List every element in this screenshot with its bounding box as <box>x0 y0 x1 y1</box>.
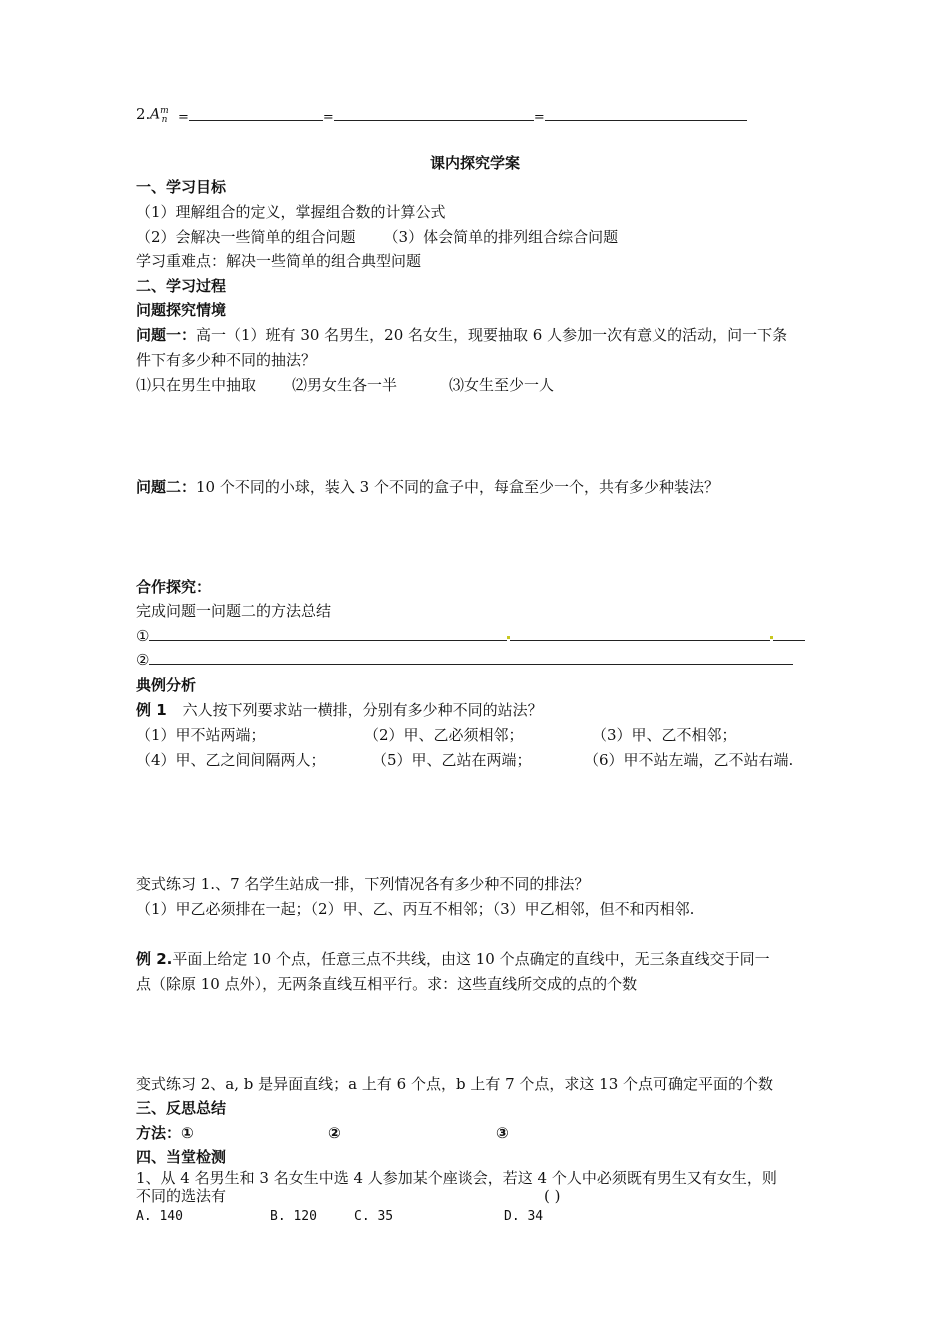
formula-blanks: = = = <box>178 106 747 125</box>
example-2: 例 2.平面上给定 10 个点，任意三点不共线，由这 10 个点确定的直线中，无三条直线交于同一 <box>136 950 770 968</box>
problem-1-cont: 件下有多少种不同的抽法？ <box>136 351 317 369</box>
blank-1[interactable] <box>189 106 323 121</box>
variant-1: 变式练习 1.、7 名学生站成一排，下列情况各有多少种不同的排法？ <box>136 875 590 893</box>
examples-heading: 典例分析 <box>136 676 197 694</box>
goal-2-3: （2）会解决一些简单的组合问题 （3）体会简单的排列组合综合问题 <box>136 228 619 246</box>
example-2-cont: 点（除原 10 点外），无两条直线互相平行。求：这些直线所交成的点的个数 <box>136 975 638 993</box>
formula-line <box>136 104 150 124</box>
method-line-1: ① <box>136 626 805 646</box>
check-question-1: 1、从 4 名男生和 3 名女生中选 4 人参加某个座谈会，若这 4 个人中必须既有男生又有女生，则 <box>136 1169 777 1187</box>
cooperative-text: 完成问题一问题二的方法总结 <box>136 602 332 620</box>
option-c[interactable]: C. 35 <box>354 1209 394 1224</box>
key-points: 学习重难点：解决一些简单的组合典型问题 <box>136 252 422 270</box>
variant-1-parts: （1）甲乙必须排在一起；（2）甲、乙、丙互不相邻；（3）甲乙相邻，但不和丙相邻. <box>136 900 695 918</box>
problem-2: 问题二：10 个不同的小球，装入 3 个不同的盒子中，每盒至少一个，共有多少种装法？ <box>136 478 719 496</box>
variant-2: 变式练习 2、a, b 是异面直线；a 上有 6 个点，b 上有 7 个点，求这 13 个点可确定平面的个数 <box>136 1075 774 1093</box>
formula-number: 2. <box>136 105 151 123</box>
method-blank-2[interactable] <box>149 650 793 665</box>
option-a[interactable]: A. 140 <box>136 1209 183 1224</box>
example-1: 例 1 六人按下列要求站一横排，分别有多少种不同的站法？ <box>136 701 543 719</box>
section-4-heading: 四、当堂检测 <box>136 1148 227 1166</box>
method-blank-1b[interactable] <box>510 626 770 641</box>
page-title: 课内探究学案 <box>429 154 520 172</box>
cooperative-heading: 合作探究： <box>136 578 212 596</box>
section-3-heading: 三、反思总结 <box>136 1099 227 1117</box>
subsection-problem: 问题探究情境 <box>136 301 227 319</box>
goal-1: （1）理解组合的定义，掌握组合数的计算公式 <box>136 203 446 221</box>
problem-1: 问题一：高一（1）班有 30 名男生，20 名女生，现要抽取 6 人参加一次有意义的活动，问一下条 <box>136 326 788 344</box>
permutation-symbol: $A^m_n$ <box>150 106 169 126</box>
blank-2[interactable] <box>334 106 534 121</box>
option-d[interactable]: D. 34 <box>504 1209 544 1224</box>
method-blank-1a[interactable] <box>149 626 507 641</box>
method-blank-1c[interactable] <box>773 626 805 641</box>
reflection-methods: 方法：① ② ③ <box>136 1124 509 1142</box>
section-2-heading: 二、学习过程 <box>136 277 227 295</box>
section-1-heading: 一、学习目标 <box>136 178 227 196</box>
option-b[interactable]: B. 120 <box>270 1209 317 1224</box>
answer-paren[interactable]: ( ) <box>544 1187 561 1205</box>
blank-3[interactable] <box>545 106 747 121</box>
problem-1-parts: ⑴只在男生中抽取 ⑵男女生各一半 ⑶女生至少一人 <box>136 376 555 394</box>
check-question-1-cont: 不同的选法有 ( ) <box>136 1187 561 1205</box>
method-line-2: ② <box>136 650 793 670</box>
